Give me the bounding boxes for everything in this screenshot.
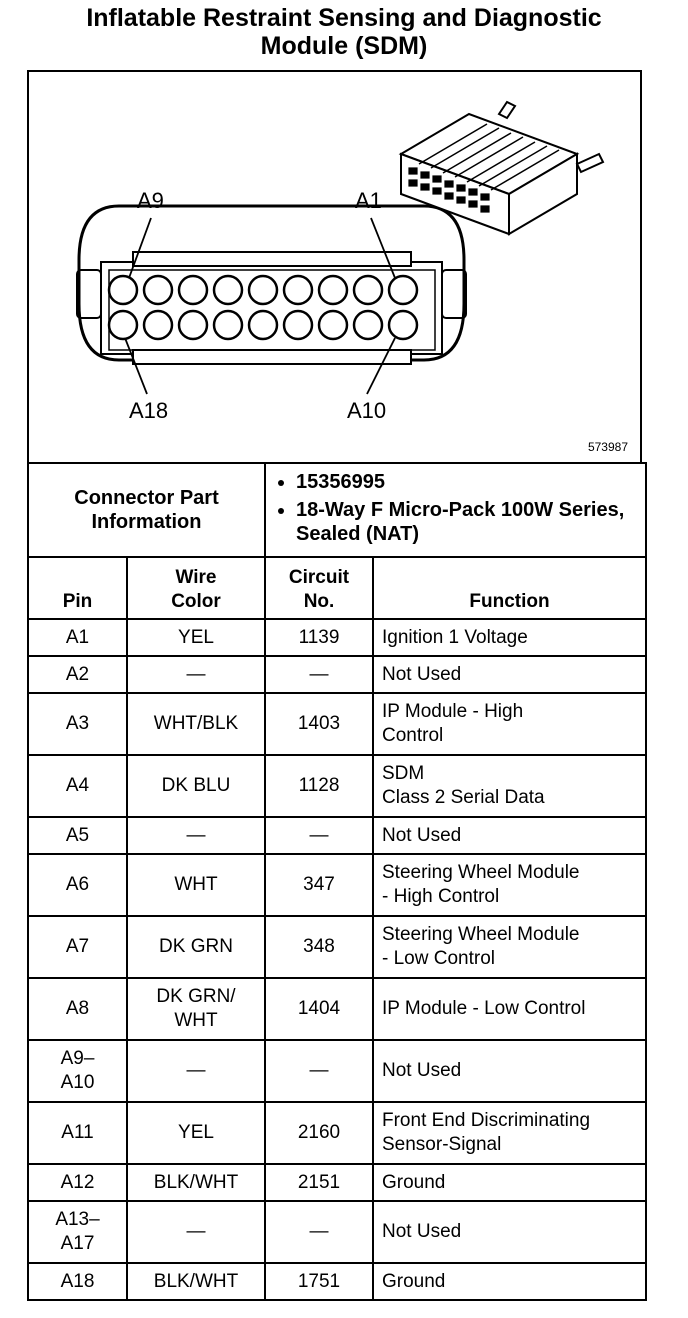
- wire-color-cell-line-1: —: [186, 1060, 206, 1081]
- top-key: [133, 252, 411, 266]
- pin-cell-line-1: A11: [61, 1122, 94, 1143]
- connector-info-row: [28, 463, 646, 557]
- wire-color-cell-line-1: BLK/WHT: [153, 1171, 239, 1193]
- pin-cell-line-1: A13–: [55, 1209, 100, 1230]
- pin-cell: [28, 1164, 127, 1201]
- pin-cell-line-1: A18: [60, 1270, 95, 1292]
- connector-3d-illustration: [401, 102, 603, 234]
- circuit-cell-line-1: —: [309, 824, 329, 846]
- pin-cell: [28, 916, 127, 978]
- function-cell-line-1: Ground: [382, 1171, 446, 1193]
- leader-lines: [125, 218, 395, 394]
- wire-color-cell-line-1: —: [186, 824, 206, 846]
- wire-color-cell: [127, 619, 265, 656]
- function-cell: [373, 817, 646, 854]
- wire-color-cell-line-1: —: [186, 663, 206, 685]
- wire-color-cell-line-1: DK BLU: [161, 775, 231, 796]
- table-header-row: [28, 557, 646, 619]
- table-row: [28, 656, 646, 693]
- page-title: [0, 4, 688, 60]
- header-function: Function: [373, 557, 646, 619]
- function-cell: [373, 978, 646, 1040]
- function-cell-line-1: Not Used: [382, 1221, 462, 1242]
- circuit-cell-line-1: 1404: [297, 998, 341, 1019]
- pin-cell-line-2: A17: [60, 1233, 95, 1254]
- connector-info-label-line-1: Connector Part: [74, 487, 219, 509]
- wire-color-cell: [127, 1164, 265, 1201]
- circuit-cell: [265, 1263, 373, 1300]
- function-cell-line-1: Steering Wheel Module: [382, 862, 580, 883]
- circuit-cell-line-1: 1403: [297, 713, 341, 734]
- table-row: [28, 916, 646, 978]
- wire-color-cell: [127, 1201, 265, 1263]
- header-circuit: [265, 557, 373, 619]
- connector-part-number: • 15356995: [296, 470, 635, 494]
- wire-color-cell: [127, 1102, 265, 1164]
- function-cell: [373, 916, 646, 978]
- connector-diagram: [27, 70, 642, 464]
- pin-cell-line-1: A6: [65, 874, 90, 895]
- function-cell-line-1: IP Module - High: [382, 701, 524, 722]
- wire-color-cell: [127, 978, 265, 1040]
- circuit-cell-line-1: 1751: [297, 1270, 341, 1292]
- pin-cell-line-1: A9–: [60, 1048, 95, 1069]
- wire-color-cell-line-1: YEL: [178, 1122, 214, 1143]
- pin-cell: [28, 1263, 127, 1300]
- wire-color-cell-line-1: BLK/WHT: [153, 1270, 239, 1292]
- function-cell-line-1: SDM: [382, 763, 425, 784]
- function-cell-line-1: Not Used: [382, 824, 462, 846]
- bottom-key: [133, 350, 411, 364]
- circuit-cell-line-1: 348: [303, 936, 335, 957]
- header-circuit-line-2: No.: [303, 591, 335, 612]
- circuit-cell: [265, 916, 373, 978]
- circuit-cell: [265, 854, 373, 916]
- wire-color-cell: [127, 817, 265, 854]
- circuit-cell-line-1: 347: [303, 874, 335, 895]
- function-cell-line-1: Not Used: [382, 1060, 462, 1081]
- circuit-cell: [265, 755, 373, 817]
- table-row: [28, 1102, 646, 1164]
- function-cell: [373, 619, 646, 656]
- circuit-cell-line-1: —: [309, 1221, 329, 1242]
- pin-cell-line-1: A3: [65, 713, 90, 734]
- pin-cell-line-1: A2: [65, 663, 90, 685]
- table-row: [28, 1040, 646, 1102]
- title-line-2: Module (SDM): [260, 32, 428, 60]
- pin-cell: [28, 656, 127, 693]
- function-cell: [373, 1263, 646, 1300]
- pin-cell: [28, 693, 127, 755]
- circuit-cell-line-1: 2160: [297, 1122, 341, 1143]
- header-wire-color-line-1: Wire: [175, 567, 217, 588]
- circuit-cell: [265, 619, 373, 656]
- wire-color-cell: [127, 693, 265, 755]
- function-cell: [373, 1201, 646, 1263]
- table-row: [28, 854, 646, 916]
- pin-cell: [28, 817, 127, 854]
- circuit-cell-line-1: —: [309, 1060, 329, 1081]
- pin-cell-line-1: A4: [65, 775, 90, 796]
- function-cell: [373, 656, 646, 693]
- wire-color-cell-line-1: WHT/BLK: [153, 713, 239, 734]
- connector-face-drawing: [29, 72, 644, 466]
- function-cell-line-2: Class 2 Serial Data: [382, 787, 545, 808]
- table-row: [28, 693, 646, 755]
- wire-color-cell: [127, 1263, 265, 1300]
- figure-id: 573987: [587, 440, 628, 454]
- wire-color-cell-line-1: —: [186, 1221, 206, 1242]
- wire-color-cell: [127, 1040, 265, 1102]
- circuit-cell: [265, 1201, 373, 1263]
- pin-cell: [28, 619, 127, 656]
- wire-color-cell: [127, 916, 265, 978]
- function-cell-line-1: Steering Wheel Module: [382, 924, 580, 945]
- inner-shroud: [101, 262, 442, 354]
- circuit-cell: [265, 817, 373, 854]
- label-a18: A18: [129, 398, 169, 423]
- pin-cell: [28, 978, 127, 1040]
- pin-cell: [28, 1040, 127, 1102]
- pin-cell: [28, 1201, 127, 1263]
- header-wire-color: [127, 557, 265, 619]
- function-cell-line-1: Ground: [382, 1270, 446, 1292]
- connector-description: • 18-Way F Micro-Pack 100W Series, Sealed (NAT): [296, 498, 635, 546]
- table-row: [28, 1201, 646, 1263]
- function-cell-line-2: - High Control: [382, 886, 500, 907]
- pin-cell: [28, 854, 127, 916]
- function-cell: [373, 854, 646, 916]
- table-row: [28, 817, 646, 854]
- function-cell-line-2: Control: [382, 725, 444, 746]
- pin-cell: [28, 755, 127, 817]
- wire-color-cell: [127, 755, 265, 817]
- function-cell: [373, 693, 646, 755]
- pinout-table: [27, 462, 647, 1301]
- table-row: [28, 619, 646, 656]
- table-row: [28, 1263, 646, 1300]
- label-a10: A10: [347, 398, 387, 423]
- function-cell: [373, 1102, 646, 1164]
- circuit-cell-line-1: 1139: [298, 626, 340, 648]
- circuit-cell-line-1: 2151: [297, 1171, 341, 1193]
- pin-cell-line-1: A12: [60, 1171, 95, 1193]
- function-cell-line-1: Ignition 1 Voltage: [382, 626, 528, 648]
- connector-info-list: [265, 463, 646, 557]
- pin-cell-line-1: A7: [65, 936, 90, 957]
- pin-cell-line-1: A1: [65, 626, 90, 648]
- header-wire-color-line-2: Color: [171, 591, 221, 612]
- circuit-cell-line-1: —: [309, 663, 329, 685]
- circuit-cell-line-1: 1128: [298, 775, 340, 796]
- cavity-row-bottom: [109, 311, 417, 339]
- wire-color-cell-line-2: WHT: [174, 1010, 218, 1031]
- pin-cell: [28, 1102, 127, 1164]
- cavity-row-top: [109, 276, 417, 304]
- function-cell-line-1: IP Module - Low Control: [382, 998, 586, 1019]
- wire-color-cell: [127, 656, 265, 693]
- function-cell: [373, 1164, 646, 1201]
- circuit-cell: [265, 1040, 373, 1102]
- wire-color-cell-line-1: DK GRN/: [156, 986, 236, 1007]
- header-circuit-line-1: Circuit: [288, 567, 350, 588]
- table-row: [28, 1164, 646, 1201]
- function-cell: [373, 1040, 646, 1102]
- table-row: [28, 755, 646, 817]
- wire-color-cell: [127, 854, 265, 916]
- connector-info-label: [28, 463, 265, 557]
- function-cell-line-2: - Low Control: [382, 948, 495, 969]
- table-row: [28, 978, 646, 1040]
- function-cell: [373, 755, 646, 817]
- circuit-cell: [265, 978, 373, 1040]
- function-cell-line-2: Sensor-Signal: [382, 1134, 502, 1155]
- pin-cell-line-2: A10: [60, 1072, 95, 1093]
- circuit-cell: [265, 1102, 373, 1164]
- label-a1: A1: [355, 188, 382, 213]
- label-a9: A9: [137, 188, 164, 213]
- pin-cell-line-1: A8: [65, 998, 90, 1019]
- wire-color-cell-line-1: YEL: [178, 626, 214, 648]
- title-line-1: Inflatable Restraint Sensing and Diagnostic: [86, 4, 602, 32]
- header-pin: Pin: [28, 557, 127, 619]
- wire-color-cell-line-1: DK GRN: [159, 936, 233, 957]
- circuit-cell: [265, 1164, 373, 1201]
- pin-cell-line-1: A5: [65, 824, 90, 846]
- connector-info-label-line-2: Information: [91, 511, 202, 533]
- function-cell-line-1: Front End Discriminating: [382, 1110, 591, 1131]
- wire-color-cell-line-1: WHT: [174, 874, 218, 895]
- circuit-cell: [265, 693, 373, 755]
- circuit-cell: [265, 656, 373, 693]
- function-cell-line-1: Not Used: [382, 663, 462, 685]
